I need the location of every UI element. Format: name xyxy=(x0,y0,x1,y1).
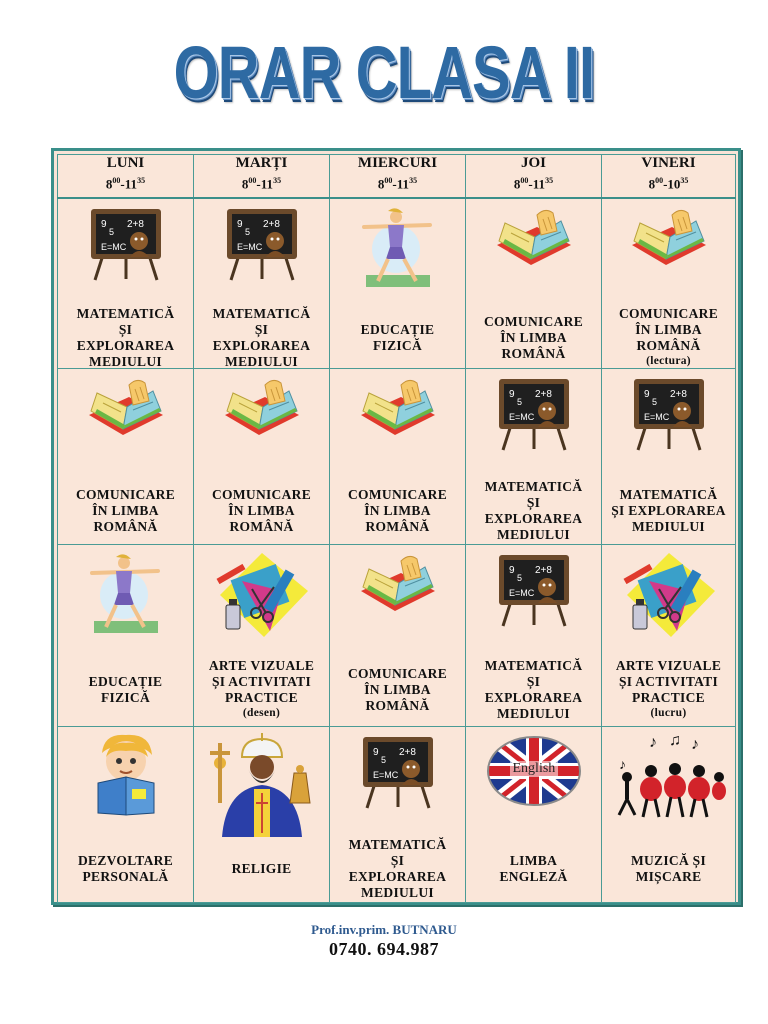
svg-text:2+8: 2+8 xyxy=(398,746,416,758)
subject-line: COMUNICARE xyxy=(348,486,447,502)
svg-text:2+8: 2+8 xyxy=(669,388,687,400)
cell-content xyxy=(466,375,601,550)
svg-text:E=MC: E=MC xyxy=(643,411,669,422)
time-end-hour: 11 xyxy=(532,176,546,192)
schedule-cell xyxy=(330,726,466,902)
subject-line: FIZICĂ xyxy=(372,338,423,353)
cell-content xyxy=(58,551,193,732)
svg-text:9: 9 xyxy=(508,388,515,400)
subject-name xyxy=(330,666,465,714)
priest-icon xyxy=(194,733,329,842)
subject-line: ÎN LIMBA xyxy=(92,502,159,518)
schedule-cell xyxy=(602,726,736,902)
time-start-hour: 8 xyxy=(377,176,385,192)
day-name: VINERI xyxy=(641,155,696,171)
subject-name xyxy=(466,658,601,722)
time-start-minute: 00 xyxy=(520,176,529,185)
subject-name xyxy=(466,479,601,543)
cell-content xyxy=(602,551,735,732)
subject-line: RELIGIE xyxy=(231,860,292,876)
schedule-cell xyxy=(466,368,602,544)
subject-name xyxy=(466,853,601,885)
svg-text:5: 5 xyxy=(516,572,522,583)
svg-text:E=MC: E=MC xyxy=(100,242,126,252)
subject-name xyxy=(330,837,465,901)
svg-text:♪: ♪ xyxy=(690,735,699,753)
open-book-icon xyxy=(330,551,465,626)
subject-line: ROMÂNĂ xyxy=(365,697,430,713)
svg-text:5: 5 xyxy=(651,396,657,407)
subject-line: MEDIULUI xyxy=(497,526,570,542)
subject-line: PERSONALĂ xyxy=(82,868,169,884)
day-header-3 xyxy=(466,155,602,199)
day-header-2 xyxy=(330,155,466,199)
subject-line: EXPLORAREA xyxy=(212,338,311,353)
time-start-minute: 00 xyxy=(384,176,393,185)
chalkboard-icon xyxy=(194,205,329,286)
subject-name xyxy=(602,658,735,720)
schedule-cell xyxy=(58,544,194,726)
subject-name xyxy=(58,674,193,706)
schedule-cell xyxy=(330,544,466,726)
open-book-icon xyxy=(466,205,601,280)
subject-name xyxy=(58,853,193,885)
schedule-cell xyxy=(58,368,194,544)
subject-line: ARTE VIZUALE xyxy=(208,657,315,673)
subject-line: PRACTICE xyxy=(225,689,298,705)
open-book-icon xyxy=(330,375,465,450)
svg-text:2+8: 2+8 xyxy=(534,388,552,400)
subject-name xyxy=(602,306,735,368)
day-time-range: $8^{00}-10^{35}$ xyxy=(648,176,689,192)
subject-line: ROMÂNĂ xyxy=(229,518,294,534)
subject-name xyxy=(194,861,329,877)
cell-content xyxy=(602,375,735,550)
subject-name xyxy=(330,487,465,535)
schedule-cell xyxy=(602,544,736,726)
subject-line: MUZICĂ ȘI xyxy=(630,852,707,868)
subject-line: ROMÂNĂ xyxy=(501,346,566,361)
time-end-hour: 11 xyxy=(260,176,274,192)
time-end-hour: 11 xyxy=(124,176,138,192)
subject-line: COMUNICARE xyxy=(212,486,311,502)
subject-line: MATEMATICĂ xyxy=(484,478,583,494)
subject-line: EDUCAȚIE xyxy=(88,673,163,689)
subject-name xyxy=(330,322,465,354)
svg-text:2+8: 2+8 xyxy=(262,219,280,230)
schedule-cell xyxy=(194,544,330,726)
schedule-table xyxy=(57,154,736,903)
schedule-cell xyxy=(602,368,736,544)
subject-name xyxy=(602,487,735,535)
subject-line: MATEMATICĂ xyxy=(619,486,718,502)
time-start-hour: 8 xyxy=(513,176,521,192)
subject-line: LIMBA xyxy=(509,852,558,868)
subject-line: ENGLEZĂ xyxy=(499,868,568,884)
cell-content xyxy=(330,375,465,550)
cell-content xyxy=(194,733,329,908)
svg-text:5: 5 xyxy=(516,396,522,407)
subject-line: COMUNICARE xyxy=(348,665,447,681)
open-book-icon xyxy=(58,375,193,450)
art-supplies-icon xyxy=(602,551,735,646)
day-name: JOI xyxy=(520,155,546,171)
subject-line: FIZICĂ xyxy=(100,689,151,705)
subject-line: ROMÂNĂ xyxy=(93,518,158,534)
subject-line: COMUNICARE xyxy=(484,314,583,329)
subject-line: ÎN LIMBA xyxy=(500,330,567,345)
subject-line: ȘI ACTIVITATI xyxy=(618,673,719,689)
subject-line: MEDIULUI xyxy=(225,354,298,369)
subject-note: (lectura) xyxy=(646,355,691,367)
cell-content xyxy=(466,205,601,374)
subject-line: ÎN LIMBA xyxy=(635,322,702,337)
subject-line: ROMÂNĂ xyxy=(365,518,430,534)
time-end-minute: 35 xyxy=(273,176,282,185)
time-end-minute: 35 xyxy=(545,176,554,185)
subject-line: MEDIULUI xyxy=(361,884,434,900)
day-time-range: $8^{00}-11^{35}$ xyxy=(105,176,146,192)
subject-line: EXPLORAREA xyxy=(484,689,583,705)
cell-content xyxy=(466,733,601,908)
schedule-cell xyxy=(194,726,330,902)
time-end-minute: 35 xyxy=(409,176,418,185)
schedule-cell xyxy=(194,198,330,368)
schedule-cell xyxy=(602,198,736,368)
time-end-hour: 11 xyxy=(396,176,410,192)
svg-text:5: 5 xyxy=(108,227,114,237)
subject-name xyxy=(194,658,329,720)
uk-flag-icon xyxy=(486,733,582,814)
subject-line: MATEMATICĂ xyxy=(212,306,311,321)
svg-text:♫: ♫ xyxy=(668,732,681,749)
subject-line: MEDIULUI xyxy=(632,518,705,534)
time-start-hour: 8 xyxy=(648,176,656,192)
subject-line: ARTE VIZUALE xyxy=(615,657,722,673)
time-end-minute: 35 xyxy=(680,176,689,185)
day-name: MARȚI xyxy=(235,155,288,171)
svg-text:E=MC: E=MC xyxy=(236,242,262,252)
svg-text:5: 5 xyxy=(244,227,250,237)
table-row xyxy=(58,544,736,726)
svg-text:9: 9 xyxy=(236,219,243,230)
cell-content xyxy=(194,205,329,374)
exercise-icon xyxy=(58,551,193,642)
table-row xyxy=(58,198,736,368)
day-time-range: $8^{00}-11^{35}$ xyxy=(377,176,418,192)
cell-content xyxy=(58,733,193,908)
subject-name xyxy=(466,314,601,362)
child-reading-icon xyxy=(58,733,193,822)
schedule-cell xyxy=(58,726,194,902)
chalkboard-icon xyxy=(466,551,601,632)
schedule-cell xyxy=(466,726,602,902)
svg-text:2+8: 2+8 xyxy=(534,564,552,576)
subject-line: DEZVOLTARE xyxy=(77,852,173,868)
subject-line: COMUNICARE xyxy=(619,306,718,321)
svg-text:E=MC: E=MC xyxy=(372,769,398,780)
subject-name xyxy=(58,487,193,535)
open-book-icon xyxy=(194,375,329,450)
phone-number: 0740. 694.987 xyxy=(329,939,439,959)
table-row xyxy=(58,368,736,544)
svg-text:2+8: 2+8 xyxy=(126,219,144,230)
svg-text:9: 9 xyxy=(508,564,515,576)
time-end-hour: 10 xyxy=(667,176,681,192)
subject-line: MATEMATICĂ xyxy=(484,657,583,673)
subject-note: (desen) xyxy=(242,706,281,719)
day-name: MIERCURI xyxy=(357,155,438,171)
subject-line: EXPLORAREA xyxy=(484,510,583,526)
day-name: LUNI xyxy=(106,155,145,171)
subject-line: MATEMATICĂ xyxy=(348,836,447,852)
day-header-0 xyxy=(58,155,194,199)
subject-line: MEDIULUI xyxy=(89,354,162,369)
chalkboard-icon xyxy=(58,205,193,286)
day-header-1 xyxy=(194,155,330,199)
cell-content xyxy=(194,375,329,550)
day-time-range: $8^{00}-11^{35}$ xyxy=(513,176,554,192)
open-book-icon xyxy=(602,205,735,280)
chalkboard-icon xyxy=(466,375,601,456)
page-title: ORAR CLASA II xyxy=(173,31,595,114)
subject-line: ȘI EXPLORAREA xyxy=(611,502,726,518)
cell-content xyxy=(466,551,601,732)
svg-text:E=MC: E=MC xyxy=(508,411,534,422)
svg-text:♪: ♪ xyxy=(618,757,626,773)
cell-content xyxy=(602,733,735,908)
time-start-hour: 8 xyxy=(105,176,113,192)
chalkboard-icon xyxy=(330,733,465,814)
subject-line: MIȘCARE xyxy=(635,868,702,884)
schedule-cell xyxy=(466,544,602,726)
schedule-cell xyxy=(330,198,466,368)
subject-note: (lucru) xyxy=(650,706,687,719)
subject-name xyxy=(602,853,735,885)
music-dancers-icon xyxy=(602,733,735,826)
cell-content xyxy=(602,205,735,374)
schedule-cell xyxy=(466,198,602,368)
subject-line: ȘI xyxy=(254,322,269,337)
cell-content xyxy=(194,551,329,732)
day-header-4 xyxy=(602,155,736,199)
header-row xyxy=(58,155,736,199)
subject-line: ȘI xyxy=(118,322,133,337)
subject-line: MEDIULUI xyxy=(497,705,570,721)
exercise-icon xyxy=(330,205,465,296)
art-supplies-icon xyxy=(194,551,329,646)
cell-content xyxy=(330,551,465,732)
time-start-minute: 00 xyxy=(655,176,664,185)
svg-text:9: 9 xyxy=(643,388,650,400)
cell-content xyxy=(330,205,465,374)
svg-text:5: 5 xyxy=(380,754,386,765)
subject-line: ȘI xyxy=(526,494,541,510)
cell-content xyxy=(58,375,193,550)
subject-line: ȘI xyxy=(526,673,541,689)
subject-line: MATEMATICĂ xyxy=(76,306,175,321)
schedule-cell xyxy=(58,198,194,368)
day-time-range: $8^{00}-11^{35}$ xyxy=(241,176,282,192)
schedule-frame xyxy=(51,148,741,905)
subject-line: ROMÂNĂ xyxy=(636,338,701,353)
subject-line: ȘI ACTIVITATI xyxy=(211,673,312,689)
svg-text:9: 9 xyxy=(100,219,107,230)
time-start-minute: 00 xyxy=(248,176,257,185)
subject-name xyxy=(194,306,329,370)
cell-content xyxy=(58,205,193,374)
time-start-minute: 00 xyxy=(112,176,121,185)
time-end-minute: 35 xyxy=(137,176,146,185)
svg-text:♪: ♪ xyxy=(648,733,657,751)
schedule-cell xyxy=(330,368,466,544)
teacher-name: Prof.inv.prim. BUTNARU xyxy=(311,922,457,937)
svg-text:9: 9 xyxy=(372,746,379,758)
subject-name xyxy=(58,306,193,370)
subject-line: COMUNICARE xyxy=(76,486,175,502)
subject-line: ȘI xyxy=(390,852,405,868)
subject-line: EDUCAȚIE xyxy=(360,322,435,337)
subject-line: ÎN LIMBA xyxy=(364,681,431,697)
subject-line: ÎN LIMBA xyxy=(228,502,295,518)
cell-content xyxy=(330,733,465,908)
table-row xyxy=(58,726,736,902)
chalkboard-icon xyxy=(602,375,735,456)
subject-line: EXPLORAREA xyxy=(348,868,447,884)
subject-line: PRACTICE xyxy=(632,689,705,705)
flag-badge-text: English xyxy=(510,761,559,777)
svg-text:E=MC: E=MC xyxy=(508,587,534,598)
subject-line: ÎN LIMBA xyxy=(364,502,431,518)
schedule-cell xyxy=(194,368,330,544)
subject-name xyxy=(194,487,329,535)
subject-line: EXPLORAREA xyxy=(76,338,175,353)
time-start-hour: 8 xyxy=(241,176,249,192)
